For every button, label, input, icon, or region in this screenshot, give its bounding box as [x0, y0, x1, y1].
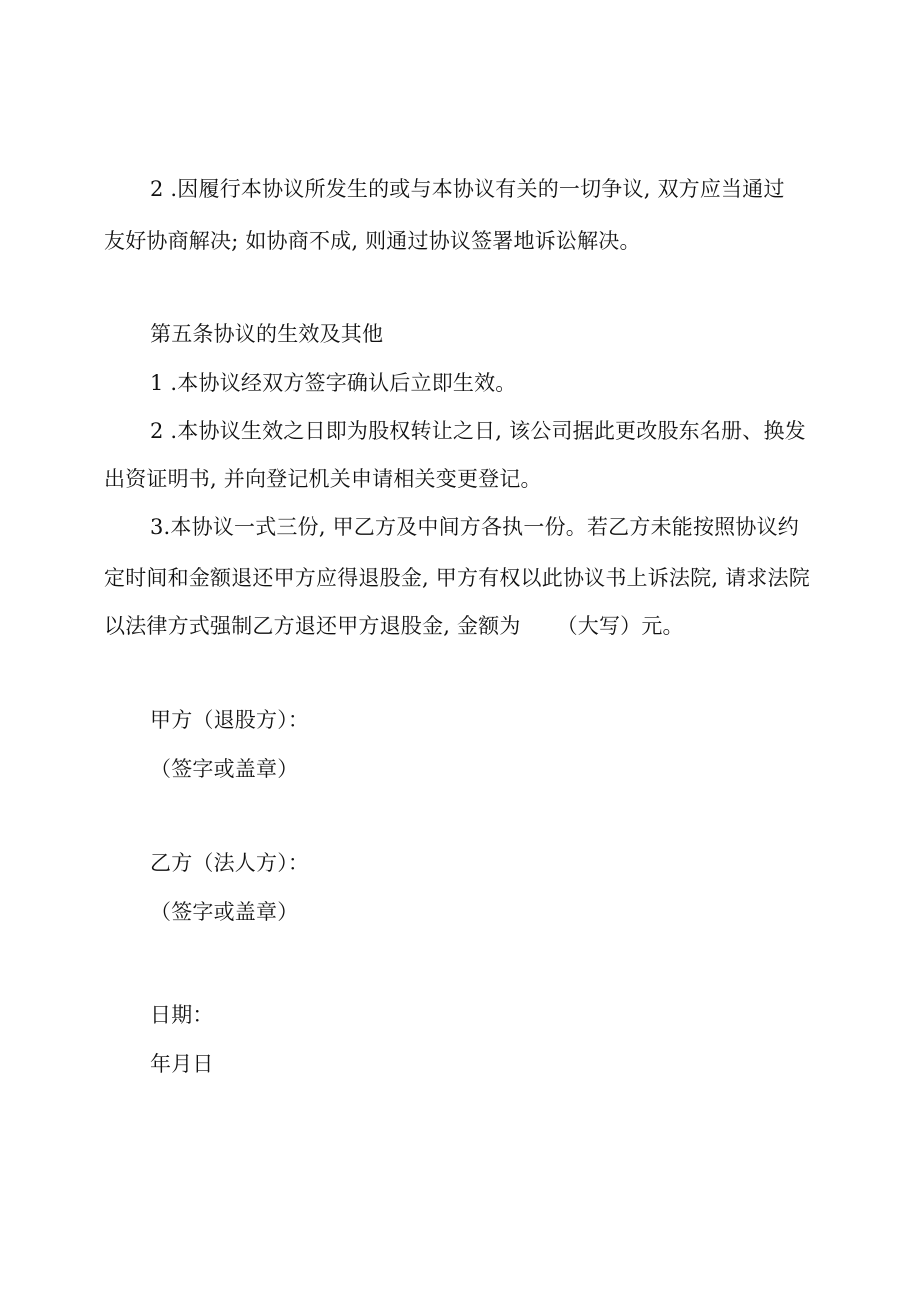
date-label: 日期：	[150, 1003, 214, 1027]
party-a-label: 甲方（退股方）：	[150, 708, 310, 732]
party-a-sign: （签字或盖章）	[150, 757, 299, 781]
clause5-item3-line3-after: （大写）元。	[556, 614, 684, 638]
clause5-item3-line3-before: 以法律方式强制乙方退还甲方退股金, 金额为	[104, 614, 521, 638]
clause5-item3-line3	[104, 611, 824, 641]
clause5-item1: 1 .本协议经双方签字确认后立即生效。	[150, 371, 517, 395]
clause4-item2-line1: 2 .因履行本协议所发生的或与本协议有关的一切争议, 双方应当通过	[150, 177, 785, 201]
party-b-label: 乙方（法人方）：	[150, 851, 310, 875]
party-b-sign: （签字或盖章）	[150, 900, 299, 924]
clause5-item2-line1: 2 .本协议生效之日即为股权转让之日, 该公司据此更改股东名册、换发	[150, 419, 806, 443]
clause5-item3-line1: 3.本协议一式三份, 甲乙方及中间方各执一份。若乙方未能按照协议约	[150, 515, 799, 539]
clause5-item2-line2: 出资证明书, 并向登记机关申请相关变更登记。	[104, 467, 542, 491]
clause4-item2-line2: 友好协商解决; 如协商不成, 则通过协议签署地诉讼解决。	[104, 229, 641, 253]
date-value: 年月日	[150, 1052, 214, 1076]
clause5-heading: 第五条协议的生效及其他	[150, 322, 384, 346]
clause5-item3-line2: 定时间和金额退还甲方应得退股金, 甲方有权以此协议书上诉法院, 请求法院	[104, 566, 810, 590]
